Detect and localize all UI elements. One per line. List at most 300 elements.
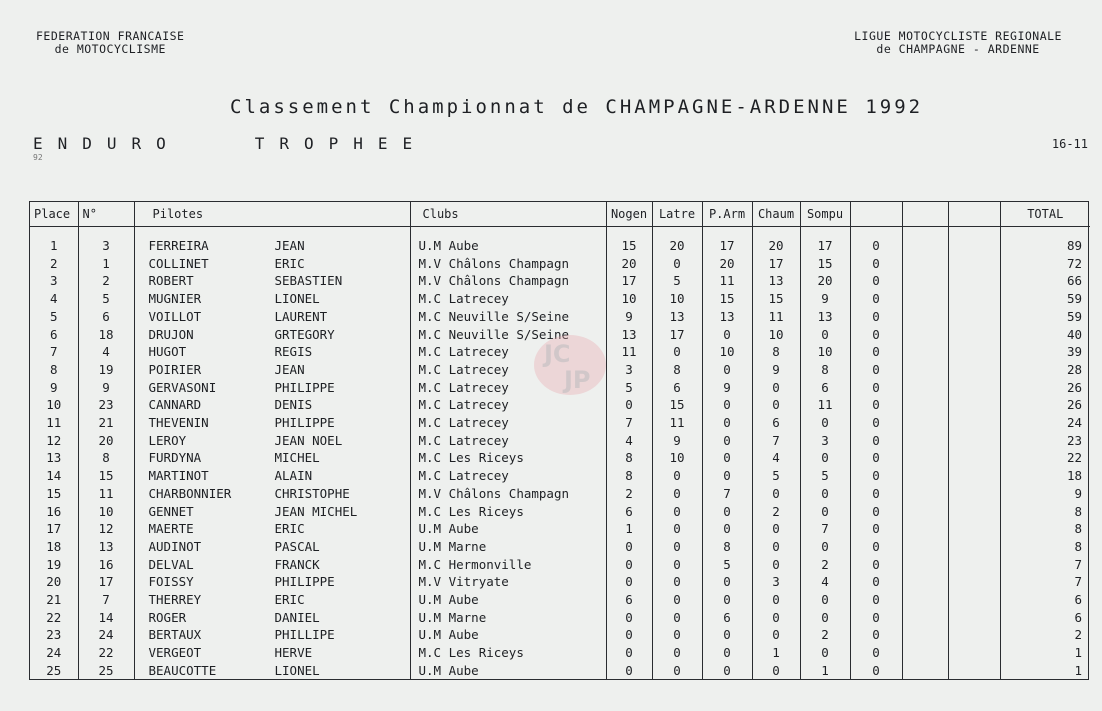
round-7-cell [902, 449, 948, 467]
table-row [30, 308, 1090, 326]
place-cell: 14 [30, 467, 78, 485]
round-2-cell: 0 [652, 503, 702, 521]
round-7-cell [902, 485, 948, 503]
table-row [30, 432, 1090, 450]
total-cell: 72 [1066, 255, 1082, 271]
round-4-cell: 0 [752, 379, 800, 397]
pilot-cell [134, 573, 410, 591]
round-6-cell: 0 [850, 503, 902, 521]
round-5-cell: 4 [800, 573, 850, 591]
round-6-cell: 0 [850, 308, 902, 326]
place-cell: 17 [30, 520, 78, 538]
pilot-first-name: MICHEL [274, 450, 320, 466]
round-7-cell [902, 591, 948, 609]
round-7-cell [902, 290, 948, 308]
pilot-cell [134, 379, 410, 397]
round-4-cell: 5 [752, 467, 800, 485]
results-table [30, 202, 1090, 680]
number-cell: 22 [78, 644, 134, 662]
pilot-cell [134, 432, 410, 450]
round-3-cell: 0 [702, 396, 752, 414]
round-5-cell: 11 [800, 396, 850, 414]
pilot-last-name: AUDINOT [148, 538, 202, 554]
pilot-cell [134, 644, 410, 662]
round-3-cell: 0 [702, 662, 752, 680]
round-3-cell: 7 [702, 485, 752, 503]
place-cell: 22 [30, 609, 78, 627]
round-2-cell: 0 [652, 609, 702, 627]
round-3-cell: 13 [702, 308, 752, 326]
round-4-cell: 4 [752, 449, 800, 467]
club-cell: M.C Neuville S/Seine [410, 308, 606, 326]
round-3-cell: 11 [702, 272, 752, 290]
number-cell: 13 [78, 538, 134, 556]
total-cell: 59 [1066, 308, 1082, 324]
col-header-round-4: Chaum [752, 202, 800, 227]
number-cell: 18 [78, 326, 134, 344]
round-7-cell [902, 432, 948, 450]
number-cell: 20 [78, 432, 134, 450]
round-2-cell: 0 [652, 343, 702, 361]
number-cell: 24 [78, 626, 134, 644]
round-1-cell: 0 [606, 644, 652, 662]
total-cell: 6 [1074, 592, 1082, 608]
round-5-cell: 0 [800, 414, 850, 432]
round-1-cell: 0 [606, 626, 652, 644]
club-cell: U.M Aube [410, 662, 606, 680]
place-cell: 18 [30, 538, 78, 556]
round-8-cell [948, 591, 1000, 609]
round-3-cell: 6 [702, 609, 752, 627]
round-5-cell: 9 [800, 290, 850, 308]
total-cell: 59 [1066, 291, 1082, 307]
round-4-cell: 7 [752, 432, 800, 450]
round-4-cell: 13 [752, 272, 800, 290]
table-row [30, 227, 1090, 255]
pilot-first-name: LAURENT [274, 308, 328, 324]
pilot-last-name: THEVENIN [148, 415, 209, 431]
round-2-cell: 0 [652, 467, 702, 485]
pilot-first-name: ERIC [274, 521, 305, 537]
col-header-round-3: P.Arm [702, 202, 752, 227]
number-cell: 21 [78, 414, 134, 432]
total-cell: 26 [1066, 397, 1082, 413]
pilot-cell [134, 591, 410, 609]
pilot-first-name: LIONEL [274, 291, 320, 307]
round-1-cell: 2 [606, 485, 652, 503]
round-1-cell: 8 [606, 449, 652, 467]
pilot-first-name: PHILLIPE [274, 627, 335, 643]
pilot-cell [134, 538, 410, 556]
round-8-cell [948, 449, 1000, 467]
pilot-last-name: GENNET [148, 503, 194, 519]
number-cell: 7 [78, 591, 134, 609]
round-7-cell [902, 343, 948, 361]
table-row [30, 485, 1090, 503]
round-8-cell [948, 361, 1000, 379]
total-cell: 40 [1066, 326, 1082, 342]
round-5-cell: 0 [800, 644, 850, 662]
number-cell: 14 [78, 609, 134, 627]
round-7-cell [902, 361, 948, 379]
round-4-cell: 0 [752, 556, 800, 574]
round-6-cell: 0 [850, 449, 902, 467]
round-4-cell: 20 [752, 227, 800, 255]
round-8-cell [948, 467, 1000, 485]
club-cell: M.C Les Riceys [410, 503, 606, 521]
round-4-cell: 0 [752, 662, 800, 680]
round-1-cell: 10 [606, 290, 652, 308]
round-2-cell: 10 [652, 290, 702, 308]
round-6-cell: 0 [850, 485, 902, 503]
place-cell: 1 [30, 227, 78, 255]
pilot-last-name: HUGOT [148, 344, 187, 360]
place-cell: 13 [30, 449, 78, 467]
round-8-cell [948, 414, 1000, 432]
pilot-last-name: ROGER [148, 609, 187, 625]
pilot-last-name: DELVAL [148, 556, 194, 572]
jcjp-watermark-logo [530, 330, 610, 400]
pilot-first-name: JEAN [274, 361, 305, 377]
round-3-cell: 0 [702, 591, 752, 609]
round-8-cell [948, 326, 1000, 344]
club-cell: U.M Aube [410, 591, 606, 609]
table-row [30, 556, 1090, 574]
round-6-cell: 0 [850, 290, 902, 308]
pilot-first-name: JEAN MICHEL [274, 503, 358, 519]
table-row [30, 520, 1090, 538]
round-8-cell [948, 485, 1000, 503]
round-1-cell: 6 [606, 591, 652, 609]
round-5-cell: 0 [800, 591, 850, 609]
round-5-cell: 8 [800, 361, 850, 379]
pilot-cell [134, 414, 410, 432]
pilot-last-name: DRUJON [148, 326, 194, 342]
pilot-cell [134, 396, 410, 414]
number-cell: 8 [78, 449, 134, 467]
round-4-cell: 6 [752, 414, 800, 432]
round-3-cell: 8 [702, 538, 752, 556]
round-4-cell: 1 [752, 644, 800, 662]
round-7-cell [902, 520, 948, 538]
pilot-first-name: REGIS [274, 344, 313, 360]
round-1-cell: 15 [606, 227, 652, 255]
round-2-cell: 20 [652, 227, 702, 255]
total-cell: 39 [1066, 344, 1082, 360]
pilot-cell [134, 326, 410, 344]
round-4-cell: 15 [752, 290, 800, 308]
total-cell: 22 [1066, 450, 1082, 466]
round-6-cell: 0 [850, 343, 902, 361]
number-cell: 9 [78, 379, 134, 397]
round-2-cell: 0 [652, 573, 702, 591]
table-header-row [30, 202, 1090, 227]
round-2-cell: 0 [652, 591, 702, 609]
pilot-cell [134, 520, 410, 538]
event-date: 16-11 [1051, 137, 1088, 151]
round-4-cell: 2 [752, 503, 800, 521]
total-cell: 23 [1066, 432, 1082, 448]
round-2-cell: 13 [652, 308, 702, 326]
pilot-cell [134, 272, 410, 290]
place-cell: 20 [30, 573, 78, 591]
table-row [30, 573, 1090, 591]
round-3-cell: 0 [702, 520, 752, 538]
round-8-cell [948, 662, 1000, 680]
round-5-cell: 0 [800, 449, 850, 467]
round-8-cell [948, 626, 1000, 644]
total-cell: 8 [1074, 521, 1082, 537]
event-number: 92 [33, 153, 43, 162]
number-cell: 16 [78, 556, 134, 574]
col-header-place: Place [30, 202, 78, 227]
round-4-cell: 0 [752, 396, 800, 414]
round-5-cell: 0 [800, 326, 850, 344]
round-4-cell: 11 [752, 308, 800, 326]
round-2-cell: 6 [652, 379, 702, 397]
round-5-cell: 20 [800, 272, 850, 290]
round-3-cell: 0 [702, 503, 752, 521]
round-7-cell [902, 396, 948, 414]
round-3-cell: 0 [702, 414, 752, 432]
pilot-last-name: ROBERT [148, 273, 194, 289]
total-cell: 28 [1066, 361, 1082, 377]
place-cell: 5 [30, 308, 78, 326]
total-cell: 18 [1066, 468, 1082, 484]
round-3-cell: 17 [702, 227, 752, 255]
league-header [854, 30, 1062, 56]
round-6-cell: 0 [850, 414, 902, 432]
round-4-cell: 0 [752, 609, 800, 627]
club-cell: M.C Latrecey [410, 467, 606, 485]
pilot-cell [134, 503, 410, 521]
round-6-cell: 0 [850, 467, 902, 485]
round-5-cell: 0 [800, 485, 850, 503]
pilot-last-name: GERVASONI [148, 379, 217, 395]
place-cell: 12 [30, 432, 78, 450]
total-cell: 7 [1074, 556, 1082, 572]
federation-header [36, 30, 184, 56]
club-cell: M.C Les Riceys [410, 644, 606, 662]
pilot-first-name: ALAIN [274, 468, 313, 484]
pilot-cell [134, 556, 410, 574]
number-cell: 19 [78, 361, 134, 379]
pilot-last-name: COLLINET [148, 255, 209, 271]
round-5-cell: 0 [800, 538, 850, 556]
round-6-cell: 0 [850, 662, 902, 680]
total-cell: 1 [1074, 662, 1082, 678]
number-cell: 6 [78, 308, 134, 326]
round-4-cell: 17 [752, 255, 800, 273]
round-8-cell [948, 573, 1000, 591]
round-3-cell: 5 [702, 556, 752, 574]
pilot-last-name: BEAUCOTTE [148, 662, 217, 678]
table-row [30, 644, 1090, 662]
pilot-last-name: CANNARD [148, 397, 202, 413]
round-3-cell: 10 [702, 343, 752, 361]
pilot-first-name: SEBASTIEN [274, 273, 343, 289]
table-row [30, 272, 1090, 290]
place-cell: 21 [30, 591, 78, 609]
round-2-cell: 11 [652, 414, 702, 432]
pilot-first-name: PHILIPPE [274, 574, 335, 590]
round-4-cell: 8 [752, 343, 800, 361]
club-cell: U.M Aube [410, 227, 606, 255]
round-5-cell: 0 [800, 609, 850, 627]
round-3-cell: 0 [702, 467, 752, 485]
round-6-cell: 0 [850, 326, 902, 344]
table-row [30, 290, 1090, 308]
pilot-first-name: JEAN [274, 238, 305, 253]
total-cell: 8 [1074, 538, 1082, 554]
round-8-cell [948, 379, 1000, 397]
round-7-cell [902, 308, 948, 326]
pilot-last-name: BERTAUX [148, 627, 202, 643]
col-header-clubs: Clubs [410, 202, 606, 227]
round-8-cell [948, 520, 1000, 538]
club-cell: M.V Châlons Champagn [410, 255, 606, 273]
pilot-cell [134, 255, 410, 273]
club-cell: U.M Marne [410, 609, 606, 627]
pilot-last-name: VERGEOT [148, 645, 202, 661]
round-7-cell [902, 255, 948, 273]
round-8-cell [948, 432, 1000, 450]
round-7-cell [902, 227, 948, 255]
round-6-cell: 0 [850, 396, 902, 414]
pilot-last-name: FOISSY [148, 574, 194, 590]
round-8-cell [948, 503, 1000, 521]
round-7-cell [902, 272, 948, 290]
pilot-first-name: DENIS [274, 397, 313, 413]
svg-text:JP: JP [564, 366, 591, 394]
club-cell: M.V Vitryate [410, 573, 606, 591]
round-8-cell [948, 255, 1000, 273]
number-cell: 10 [78, 503, 134, 521]
col-header-round-6 [850, 202, 902, 227]
round-1-cell: 0 [606, 609, 652, 627]
round-7-cell [902, 326, 948, 344]
pilot-last-name: FURDYNA [148, 450, 202, 466]
place-cell: 7 [30, 343, 78, 361]
pilot-last-name: FERREIRA [148, 238, 209, 253]
page-title: Classement Championnat de CHAMPAGNE-ARDENNE 1992 [230, 96, 924, 118]
total-cell: 66 [1066, 273, 1082, 289]
pilot-last-name: POIRIER [148, 361, 202, 377]
event-name: ENDURO TROPHEE [33, 134, 428, 153]
place-cell: 8 [30, 361, 78, 379]
round-7-cell [902, 467, 948, 485]
round-5-cell: 2 [800, 626, 850, 644]
pilot-last-name: LEROY [148, 432, 187, 448]
round-2-cell: 0 [652, 520, 702, 538]
pilot-first-name: CHRISTOPHE [274, 485, 350, 501]
number-cell: 15 [78, 467, 134, 485]
table-row [30, 609, 1090, 627]
pilot-last-name: CHARBONNIER [148, 485, 232, 501]
round-6-cell: 0 [850, 609, 902, 627]
col-header-round-1: Nogen [606, 202, 652, 227]
round-7-cell [902, 556, 948, 574]
round-1-cell: 0 [606, 396, 652, 414]
federation-line-2: de MOTOCYCLISME [54, 42, 166, 56]
number-cell: 5 [78, 290, 134, 308]
round-4-cell: 0 [752, 485, 800, 503]
round-6-cell: 0 [850, 432, 902, 450]
round-7-cell [902, 644, 948, 662]
round-6-cell: 0 [850, 227, 902, 255]
round-7-cell [902, 379, 948, 397]
club-cell: M.C Neuville S/Seine [410, 326, 606, 344]
round-6-cell: 0 [850, 255, 902, 273]
pilot-cell [134, 308, 410, 326]
round-1-cell: 4 [606, 432, 652, 450]
pilot-last-name: THERREY [148, 592, 202, 608]
pilot-cell [134, 343, 410, 361]
number-cell: 4 [78, 343, 134, 361]
round-3-cell: 0 [702, 626, 752, 644]
round-3-cell: 0 [702, 573, 752, 591]
table-row [30, 449, 1090, 467]
total-cell: 89 [1066, 238, 1082, 253]
round-1-cell: 9 [606, 308, 652, 326]
number-cell: 12 [78, 520, 134, 538]
round-2-cell: 8 [652, 361, 702, 379]
club-cell: M.C Latrecey [410, 290, 606, 308]
round-8-cell [948, 227, 1000, 255]
round-1-cell: 13 [606, 326, 652, 344]
club-cell: M.C Latrecey [410, 361, 606, 379]
table-row [30, 414, 1090, 432]
round-2-cell: 15 [652, 396, 702, 414]
number-cell: 25 [78, 662, 134, 680]
round-5-cell: 15 [800, 255, 850, 273]
round-2-cell: 0 [652, 662, 702, 680]
round-8-cell [948, 290, 1000, 308]
round-4-cell: 9 [752, 361, 800, 379]
total-cell: 8 [1074, 503, 1082, 519]
round-5-cell: 6 [800, 379, 850, 397]
pilot-first-name: FRANCK [274, 556, 320, 572]
club-cell: M.C Latrecey [410, 396, 606, 414]
round-8-cell [948, 556, 1000, 574]
pilot-first-name: DANIEL [274, 609, 320, 625]
round-5-cell: 17 [800, 227, 850, 255]
club-cell: M.C Latrecey [410, 379, 606, 397]
col-header-round-2: Latre [652, 202, 702, 227]
pilot-first-name: PHILIPPE [274, 379, 335, 395]
club-cell: M.V Châlons Champagn [410, 272, 606, 290]
place-cell: 19 [30, 556, 78, 574]
round-3-cell: 9 [702, 379, 752, 397]
col-header-round-7 [902, 202, 948, 227]
number-cell: 2 [78, 272, 134, 290]
round-1-cell: 3 [606, 361, 652, 379]
round-7-cell [902, 573, 948, 591]
number-cell: 23 [78, 396, 134, 414]
place-cell: 9 [30, 379, 78, 397]
col-header-number: N° [78, 202, 134, 227]
pilot-last-name: MAERTE [148, 521, 194, 537]
pilot-cell [134, 609, 410, 627]
round-6-cell: 0 [850, 538, 902, 556]
round-3-cell: 0 [702, 361, 752, 379]
club-cell: M.C Latrecey [410, 343, 606, 361]
total-cell: 2 [1074, 627, 1082, 643]
table-row [30, 503, 1090, 521]
pilot-cell [134, 485, 410, 503]
number-cell: 3 [78, 227, 134, 255]
col-header-round-8 [948, 202, 1000, 227]
